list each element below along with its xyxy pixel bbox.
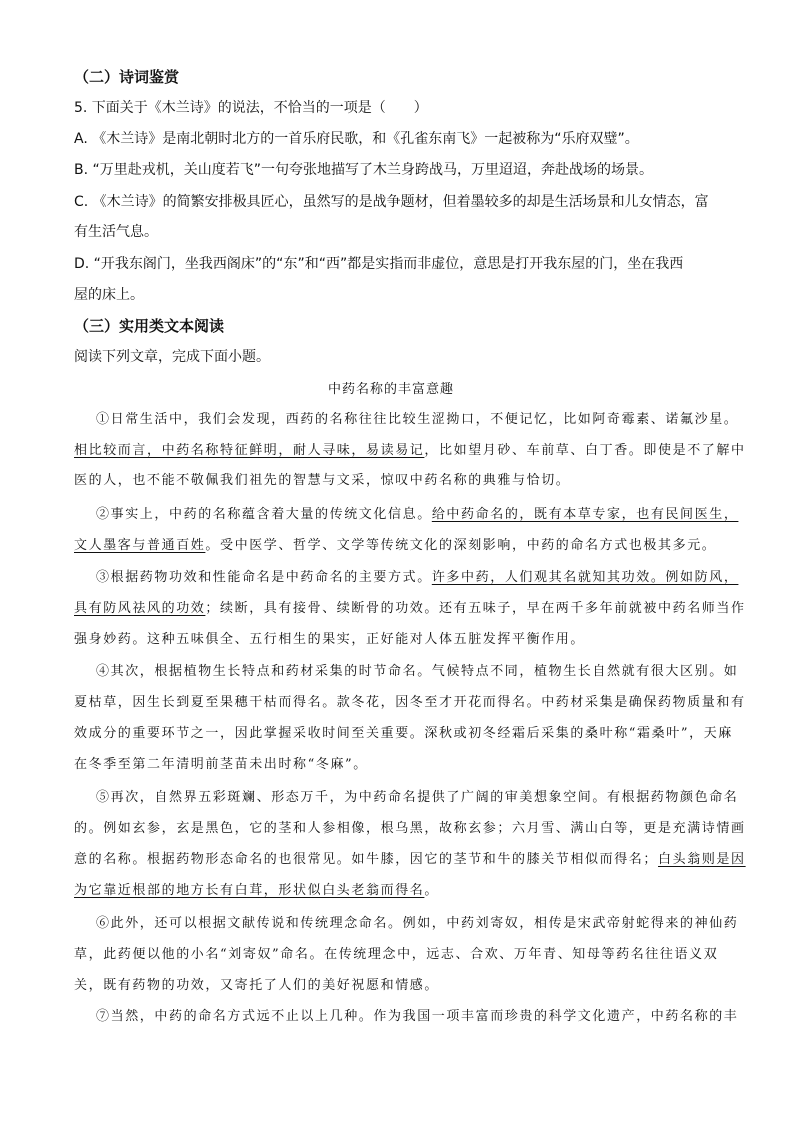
article-p3-line-2 xyxy=(74,599,746,619)
article-title: 中药名称的丰富意趣 xyxy=(328,382,455,397)
article-p2-line-2 xyxy=(74,536,716,556)
section-heading-poetry: （二）诗词鉴赏 xyxy=(74,68,180,86)
underlined-text: 具有防风祛风的功效 xyxy=(74,601,206,616)
article-p5-line-1: ⑤再次，自然界五彩斑斓、形态万千，为中药命名提供了广阔的审美想象空间。有根据药物颜色命名 xyxy=(96,790,739,805)
option-d-line-2: 屋的床上。 xyxy=(74,287,144,303)
option-d-line-1: D. “开我东阁门，坐我西阁床”的“东”和“西”都是实指而非虚位，意思是打开我东屋的门，坐在我西 xyxy=(74,256,684,272)
article-p1-line-2 xyxy=(74,441,746,461)
reading-instruction: 阅读下列文章，完成下面小题。 xyxy=(74,349,270,365)
underlined-text: 许多中药，人们观其名就知其功效。例如防风， xyxy=(431,570,739,585)
article-p6-line-2: 草，此药便以他的小名“刘寄奴”命名。在传统理念中，远志、合欢、万年青、知母等药名往往语义双 xyxy=(74,947,719,962)
option-b: B. “万里赴戎机，关山度若飞”一句夸张地描写了木兰身跨战马，万里迢迢，奔赴战场的场景。 xyxy=(74,162,654,178)
section-heading-practical-reading: （三）实用类文本阅读 xyxy=(74,317,225,335)
underlined-text: 白头翁则是因 xyxy=(658,852,746,867)
article-p5-line-3 xyxy=(74,850,746,870)
article-p6-line-3: 关，既有药物的功效，又寄托了人们的美好祝愿和情感。 xyxy=(74,978,440,993)
text-span: 。受中医学、哲学、文学等传统文化的深刻影响，中药的命名方式也极其多元。 xyxy=(205,538,717,553)
article-p1-line-1: ①日常生活中，我们会发现，西药的名称往往比较生涩拗口，不便记忆，比如阿奇霉素、诺氟沙星。 xyxy=(96,412,739,427)
article-p7-line-1: ⑦当然，中药的命名方式远不止以上几种。作为我国一项丰富而珍贵的科学文化遗产，中药名称的丰 xyxy=(96,1009,739,1024)
article-p2-line-1 xyxy=(96,505,738,525)
article-p3-line-3: 强身妙药。这种五味俱全、五行相生的果实，正好能对人体五脏发挥平衡作用。 xyxy=(74,632,586,647)
article-p4-line-2: 夏枯草，因生长到夏至果穗干枯而得名。款冬花，因冬至才开花而得名。中药材采集是确保药物质量和有 xyxy=(74,695,746,710)
option-c-line-1: C. 《木兰诗》的简繁安排极具匠心，虽然写的是战争题材，但着墨较多的却是生活场景和儿女情态，富 xyxy=(74,194,709,210)
text-span: 。 xyxy=(424,883,440,898)
article-p6-line-1: ⑥此外，还可以根据文献传说和传统理念命名。例如，中药刘寄奴，相传是宋武帝射蛇得来的神仙药 xyxy=(96,916,739,931)
text-span: ；续断，具有接骨、续断骨的功效。还有五味子，早在两千多年前就被中药名师当作 xyxy=(205,601,746,616)
underlined-text: 为它靠近根部的地方长有白茸，形状似白头老翁而得名 xyxy=(74,883,425,898)
text-span: ②事实上，中药的名称蕴含着大量的传统文化信息。 xyxy=(96,507,432,522)
option-a: A. 《木兰诗》是南北朝时北方的一首乐府民歌，和《孔雀东南飞》一起被称为“乐府双璧”。 xyxy=(74,131,639,147)
question-5: 5. 下面关于《木兰诗》的说法，不恰当的一项是（ ） xyxy=(74,100,428,116)
text-span: 意的名称。根据药物形态命名的也很常见。如牛膝，因它的茎节和牛的膝关节相似而得名； xyxy=(74,852,659,867)
option-c-line-2: 有生活气息。 xyxy=(74,224,158,240)
article-p4-line-3: 效成分的重要环节之一，因此掌握采收时间至关重要。深秋或初冬经霜后采集的桑叶称“霜桑叶”，天麻 xyxy=(74,726,733,741)
text-span: ，比如望月砂、车前草、白丁香。即使是不了解中 xyxy=(424,443,746,458)
article-p4-line-1: ④其次，根据植物生长特点和药材采集的时节命名。气候特点不同，植物生长自然就有很大区别。如 xyxy=(96,664,739,679)
article-p5-line-4 xyxy=(74,881,439,901)
article-p4-line-4: 在冬季至第二年清明前茎苗未出时称“冬麻”。 xyxy=(74,757,368,772)
underlined-text: 文人墨客与普通百姓 xyxy=(74,538,206,553)
underlined-text: 给中药命名的，既有本草专家，也有民间医生， xyxy=(431,507,739,522)
article-p1-line-3: 医的人，也不能不敬佩我们祖先的智慧与文采，惊叹中药名称的典雅与恰切。 xyxy=(74,473,571,488)
text-span: ③根据药物功效和性能命名是中药命名的主要方式。 xyxy=(96,570,432,585)
underlined-text: 相比较而言，中药名称特征鲜明，耐人寻味，易读易记 xyxy=(74,443,425,458)
article-p3-line-1 xyxy=(96,568,738,588)
article-p5-line-2: 的。例如玄参，玄是黑色，它的茎和人参相像，根乌黑，故称玄参；六月雪、满山白等，更是充满诗情画 xyxy=(74,821,746,836)
